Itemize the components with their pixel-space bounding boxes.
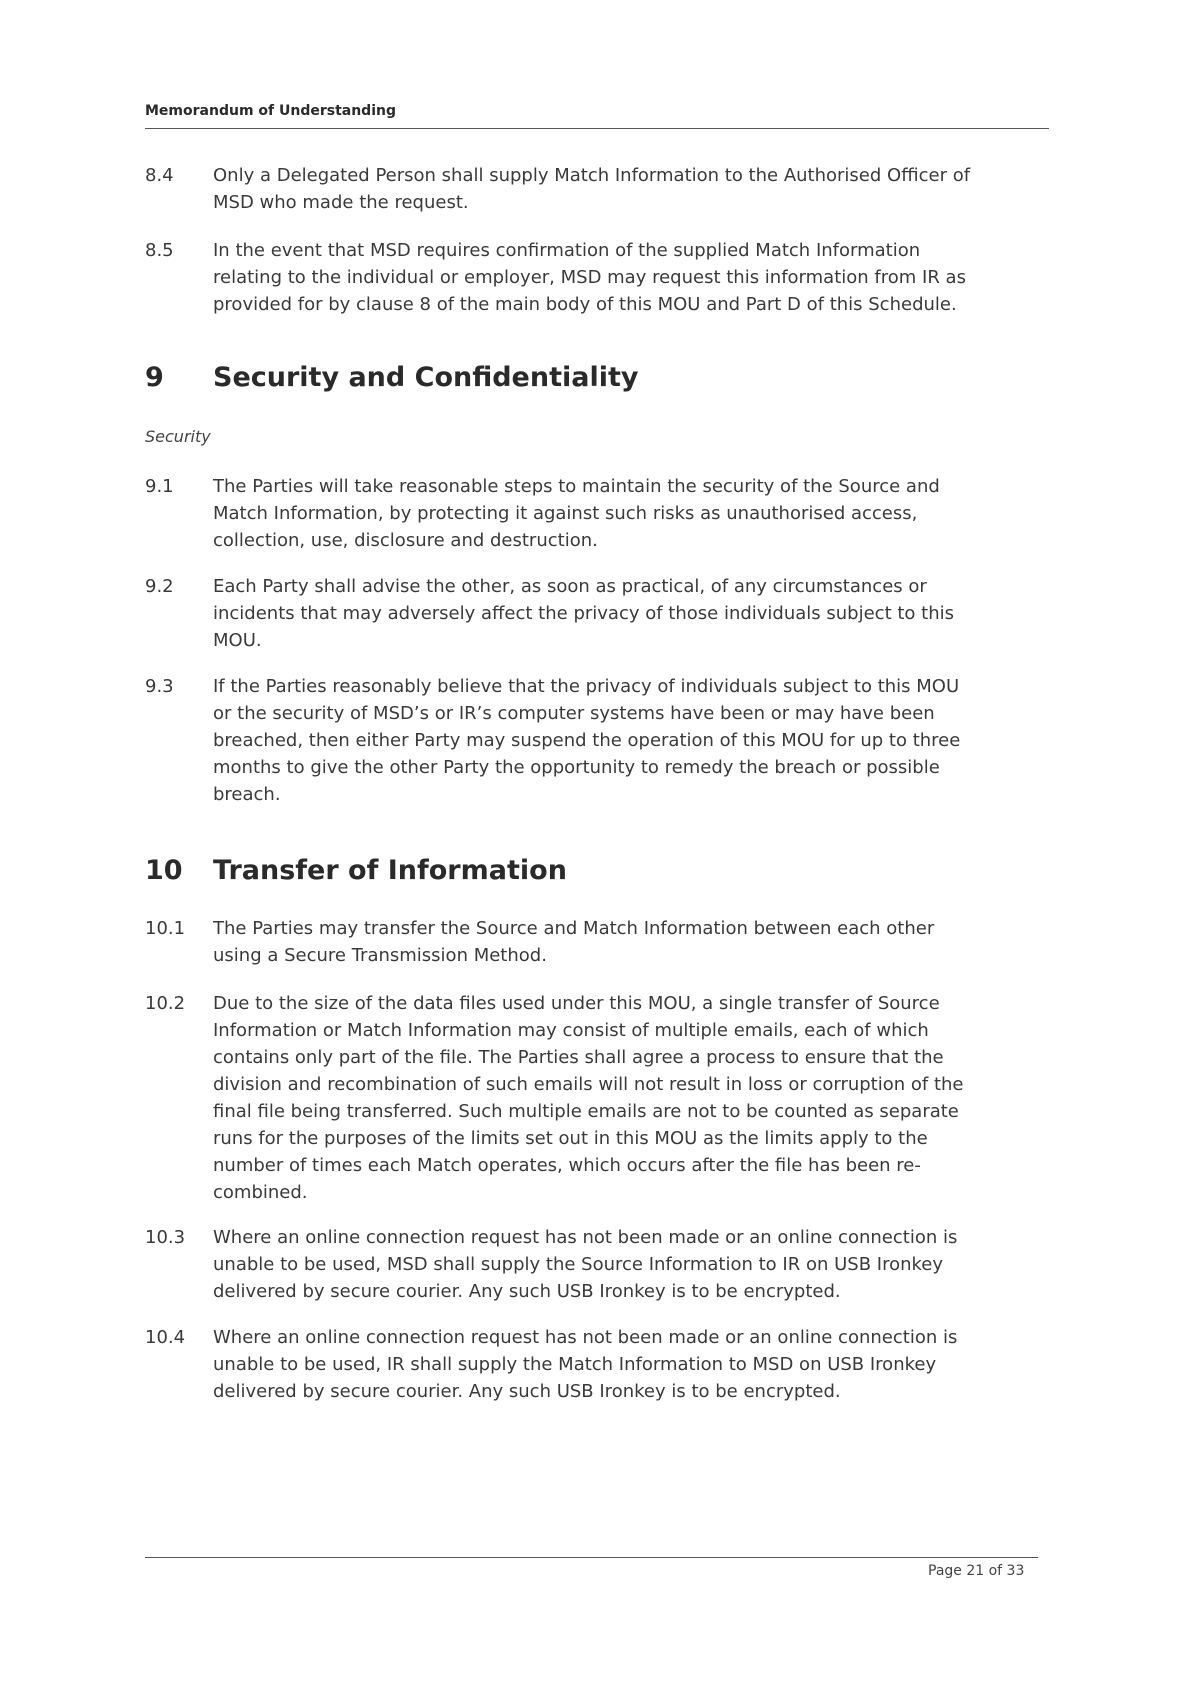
text-line: Due to the size of the data files used under this MOU, a single transfer of Source xyxy=(213,993,940,1014)
text-line: delivered by secure courier. Any such USB Ironkey is to be encrypted. xyxy=(213,1381,841,1402)
subheading: Security xyxy=(145,427,211,446)
section-heading-9 xyxy=(145,362,639,393)
text-line: The Parties may transfer the Source and Match Information between each other xyxy=(213,918,935,939)
text-line: collection, use, disclosure and destruction. xyxy=(213,530,598,551)
section-number: 9 xyxy=(145,362,164,393)
section-title: Transfer of Information xyxy=(213,855,567,886)
text-line: If the Parties reasonably believe that the privacy of individuals subject to this MOU xyxy=(213,676,960,697)
text-line: In the event that MSD requires confirmation of the supplied Match Information xyxy=(213,240,921,261)
clause-number: 10.2 xyxy=(145,993,186,1014)
text-line: Information or Match Information may consist of multiple emails, each of which xyxy=(213,1020,929,1041)
text-line: number of times each Match operates, which occurs after the file has been re- xyxy=(213,1155,921,1176)
text-line: Match Information, by protecting it against such risks as unauthorised access, xyxy=(213,503,918,524)
text-line: breach. xyxy=(213,784,281,805)
text-line: division and recombination of such emails will not result in loss or corruption of the xyxy=(213,1074,964,1095)
clause-number: 8.5 xyxy=(145,240,174,261)
text-line: relating to the individual or employer, MSD may request this information from IR as xyxy=(213,267,966,288)
text-line: Where an online connection request has not been made or an online connection is xyxy=(213,1327,958,1348)
text-line: combined. xyxy=(213,1182,308,1203)
text-line: unable to be used, IR shall supply the Match Information to MSD on USB Ironkey xyxy=(213,1354,937,1375)
text-line: incidents that may adversely affect the privacy of those individuals subject to this xyxy=(213,603,954,624)
text-line: months to give the other Party the opportunity to remedy the breach or possible xyxy=(213,757,940,778)
text-line: runs for the purposes of the limits set out in this MOU as the limits apply to the xyxy=(213,1128,928,1149)
page-number: Page 21 of 33 xyxy=(928,1563,1025,1579)
clause-text xyxy=(213,673,960,808)
text-line: using a Secure Transmission Method. xyxy=(213,945,547,966)
text-line: MOU. xyxy=(213,630,262,651)
clause-text xyxy=(213,162,970,216)
clause-text xyxy=(213,915,934,969)
section-heading-10 xyxy=(145,855,567,886)
clause-number: 9.3 xyxy=(145,676,174,697)
clause-text xyxy=(213,237,966,318)
clause-number: 10.4 xyxy=(145,1327,186,1348)
footer-rule xyxy=(145,1557,1038,1558)
text-line: final file being transferred. Such multiple emails are not to be counted as separate xyxy=(213,1101,959,1122)
text-line: The Parties will take reasonable steps to maintain the security of the Source and xyxy=(213,476,940,497)
text-line: or the security of MSD’s or IR’s computer systems have been or may have been xyxy=(213,703,935,724)
header-rule xyxy=(145,128,1049,129)
clause-text xyxy=(213,1324,957,1405)
text-line: MSD who made the request. xyxy=(213,192,469,213)
clause-number: 8.4 xyxy=(145,165,174,186)
clause-number: 9.2 xyxy=(145,576,174,597)
section-title: Security and Confidentiality xyxy=(213,362,639,393)
clause-text xyxy=(213,573,954,654)
clause-number: 10.3 xyxy=(145,1227,186,1248)
section-number: 10 xyxy=(145,855,183,886)
text-line: Where an online connection request has not been made or an online connection is xyxy=(213,1227,958,1248)
text-line: contains only part of the file. The Parties shall agree a process to ensure that the xyxy=(213,1047,944,1068)
clause-number: 10.1 xyxy=(145,918,186,939)
clause-text xyxy=(213,473,940,554)
clause-number: 9.1 xyxy=(145,476,174,497)
clause-text xyxy=(213,990,964,1206)
text-line: breached, then either Party may suspend the operation of this MOU for up to three xyxy=(213,730,961,751)
text-line: delivered by secure courier. Any such USB Ironkey is to be encrypted. xyxy=(213,1281,841,1302)
text-line: Each Party shall advise the other, as soon as practical, of any circumstances or xyxy=(213,576,927,597)
text-line: unable to be used, MSD shall supply the Source Information to IR on USB Ironkey xyxy=(213,1254,944,1275)
text-line: provided for by clause 8 of the main body of this MOU and Part D of this Schedule. xyxy=(213,294,957,315)
clause-text xyxy=(213,1224,957,1305)
running-header: Memorandum of Understanding xyxy=(145,103,396,119)
text-line: Only a Delegated Person shall supply Match Information to the Authorised Officer of xyxy=(213,165,971,186)
